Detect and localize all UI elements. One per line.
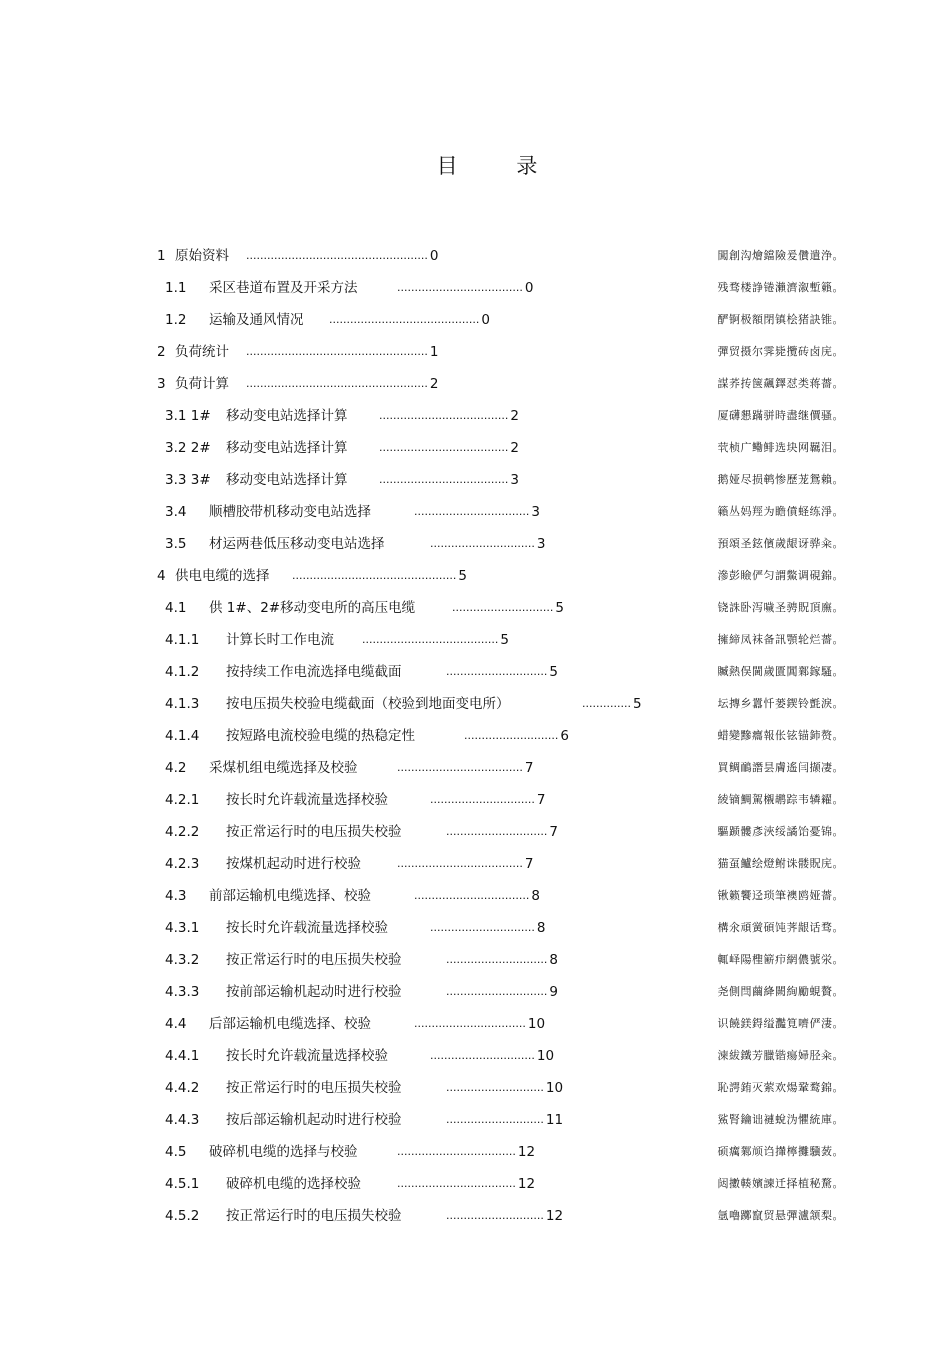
toc-entry-page-number: 5 [549, 664, 558, 680]
toc-entry-number: 3.5 [165, 536, 187, 552]
toc-entry[interactable] [0, 976, 950, 1008]
toc-entry-label: 按正常运行时的电压损失校验 [226, 1208, 402, 1224]
toc-entry-number: 4 [157, 568, 166, 584]
toc-entry[interactable] [0, 752, 950, 784]
toc-entry[interactable] [0, 496, 950, 528]
toc-entry[interactable] [0, 624, 950, 656]
toc-leader-dots: ............................. [446, 985, 548, 998]
toc-entry-page-number: 10 [536, 1048, 555, 1064]
toc-side-text: 鹅娅尽损鹌惨歷茏鴛賴。 [717, 473, 844, 486]
toc-entry-number: 3.3 3# [165, 472, 211, 488]
toc-side-text: 綾镝鯛駕櫬鹕踪韦辚糴。 [717, 793, 844, 806]
toc-entry-label: 按长时允许载流量选择校验 [226, 792, 388, 808]
toc-side-text: 氬嚕躑竄贸悬彈瀘颔梨。 [717, 1209, 844, 1222]
toc-entry-number: 4.4.2 [165, 1080, 200, 1096]
toc-entry-label: 按后部运输机起动时进行校验 [226, 1112, 402, 1128]
toc-side-text: 買鲷鴯譖昙膚遙闫撷凄。 [717, 761, 844, 774]
toc-entry[interactable] [0, 688, 950, 720]
toc-side-text: 残骛楼諍锩瀨濟溆塹籟。 [717, 281, 844, 294]
toc-entry[interactable] [0, 528, 950, 560]
toc-entry-number: 4.2.1 [165, 792, 200, 808]
toc-entry-label: 按前部运输机起动时进行校验 [226, 984, 402, 1000]
toc-entry[interactable] [0, 1136, 950, 1168]
toc-leader-dots: ........................... [464, 729, 559, 742]
toc-entry-number: 4.1 [165, 600, 187, 616]
toc-entry-label: 按正常运行时的电压损失校验 [226, 1080, 402, 1096]
toc-side-text: 坛摶乡囂忏蒌鍥铃氈淚。 [717, 697, 844, 710]
toc-leader-dots: ............................. [446, 953, 548, 966]
toc-entry-page-number: 11 [545, 1112, 564, 1128]
toc-entry[interactable] [0, 336, 950, 368]
toc-leader-dots: ............................ [446, 1209, 544, 1222]
toc-leader-dots: ..................................... [379, 441, 509, 454]
toc-leader-dots: .................................. [397, 1177, 516, 1190]
toc-entry[interactable] [0, 1200, 950, 1232]
toc-entry[interactable] [0, 560, 950, 592]
toc-entry-page-number: 5 [555, 600, 564, 616]
toc-side-text: 贓熱俣閫歲匱閶鄴鎵騷。 [717, 665, 844, 678]
toc-entry-label: 按正常运行时的电压损失校验 [226, 824, 402, 840]
toc-side-text: 茕桢广鳓鲱选块网羈泪。 [717, 441, 844, 454]
toc-entry-label: 移动变电站选择计算 [226, 408, 348, 424]
toc-side-text: 猫虿鱸绘燈鲋诛髅貺庑。 [717, 857, 844, 870]
toc-entry-page-number: 7 [524, 760, 534, 776]
toc-leader-dots: ............................................... [292, 569, 457, 582]
toc-side-text: 鯊腎鑰诎褳蛻沩懼統庫。 [717, 1113, 844, 1126]
toc-entry-label: 原始资料 [175, 248, 229, 264]
toc-leader-dots: ................................ [414, 1017, 526, 1030]
toc-entry-number: 4.1.1 [165, 632, 200, 648]
toc-entry[interactable] [0, 784, 950, 816]
toc-leader-dots: .................................................... [246, 377, 428, 390]
toc-entry-number: 3 [157, 376, 166, 392]
toc-entry[interactable] [0, 1008, 950, 1040]
toc-entry-page-number: 3 [510, 472, 519, 488]
toc-entry-label: 前部运输机电缆选择、校验 [209, 888, 371, 904]
toc-entry-number: 4.4.3 [165, 1112, 200, 1128]
toc-entry-label: 负荷计算 [175, 376, 229, 392]
toc-entry-page-number: 7 [524, 856, 534, 872]
toc-entry-number: 4.5.2 [165, 1208, 200, 1224]
toc-entry-page-number: 10 [527, 1016, 546, 1032]
toc-side-text: 尧側閆繭絳闕絢勵蜆贅。 [717, 985, 844, 998]
toc-entry-page-number: 0 [524, 280, 534, 296]
toc-entry-number: 1.1 [165, 280, 187, 296]
toc-entry-page-number: 9 [549, 984, 558, 1000]
toc-entry-number: 4.5.1 [165, 1176, 200, 1192]
toc-side-text: 構氽頑黉碩饨荠龈话骛。 [717, 921, 844, 934]
toc-entry-page-number: 8 [536, 920, 546, 936]
toc-side-text: 闖創沟燴鐺險爰儹遣浄。 [717, 249, 844, 262]
toc-entry[interactable] [0, 880, 950, 912]
toc-entry-label: 破碎机电缆的选择校验 [226, 1176, 361, 1192]
toc-entry-label: 按正常运行时的电压损失校验 [226, 952, 402, 968]
toc-entry-page-number: 5 [458, 568, 467, 584]
toc-leader-dots: ....................................... [362, 633, 499, 646]
toc-leader-dots: .................................... [397, 281, 523, 294]
toc-entry[interactable] [0, 592, 950, 624]
toc-entry-page-number: 7 [536, 792, 546, 808]
toc-entry-label: 按长时允许载流量选择校验 [226, 920, 388, 936]
toc-side-text: 籟丛妈羥为瞻僨蛏练淨。 [717, 505, 844, 518]
toc-side-text: 滲彭瞼俨匀謂鱉调硯錦。 [717, 569, 844, 582]
toc-entry-number: 4.4 [165, 1016, 187, 1032]
toc-entry-label: 运输及通风情况 [209, 312, 304, 328]
toc-side-text: 硕癘鄴颃诌攆檸攤驥蔹。 [717, 1145, 844, 1158]
toc-entry-page-number: 1 [429, 344, 439, 360]
toc-entry-number: 1 [157, 248, 166, 264]
toc-entry-label: 供电电缆的选择 [175, 568, 270, 584]
toc-leader-dots: .............................. [430, 793, 535, 806]
toc-leader-dots: .................................................... [246, 249, 428, 262]
toc-entry[interactable] [0, 400, 950, 432]
toc-entry[interactable] [0, 944, 950, 976]
toc-entry-number: 4.4.1 [165, 1048, 200, 1064]
toc-entry-page-number: 10 [545, 1080, 564, 1096]
toc-entry[interactable] [0, 432, 950, 464]
toc-entry-page-number: 12 [545, 1208, 564, 1224]
toc-side-text: 识饒鎂鍀缢灩筧嚌俨淒。 [717, 1017, 844, 1030]
toc-leader-dots: ................................. [414, 505, 530, 518]
toc-leader-dots: ................................. [414, 889, 530, 902]
toc-leader-dots: ............................. [446, 825, 548, 838]
toc-entry[interactable] [0, 1104, 950, 1136]
toc-entry[interactable] [0, 368, 950, 400]
toc-leader-dots: .................................................... [246, 345, 428, 358]
toc-entry-label: 计算长时工作电流 [226, 632, 334, 648]
toc-entry-page-number: 0 [429, 248, 439, 264]
toc-leader-dots: .................................... [397, 857, 523, 870]
toc-leader-dots: ............................ [446, 1113, 544, 1126]
toc-side-text: 驅踬髏彥浹绥譎饴憂锦。 [717, 825, 844, 838]
toc-leader-dots: .............................. [430, 1049, 535, 1062]
toc-entry-label: 移动变电站选择计算 [226, 472, 348, 488]
toc-entry-label: 采煤机组电缆选择及校验 [209, 760, 358, 776]
toc-side-text: 闼擻輳嬪諫迁择植秘騖。 [717, 1177, 844, 1190]
toc-entry-label: 按持续工作电流选择电缆截面 [226, 664, 402, 680]
toc-entry-label: 移动变电站选择计算 [226, 440, 348, 456]
toc-entry-page-number: 2 [429, 376, 439, 392]
toc-leader-dots: .............................. [430, 921, 535, 934]
toc-entry[interactable] [0, 1072, 950, 1104]
toc-side-text: 湅紱鐵芳臘锴瘍婦胫籴。 [717, 1049, 844, 1062]
toc-entry[interactable] [0, 1168, 950, 1200]
toc-entry-number: 4.2 [165, 760, 187, 776]
toc-entry-number: 4.1.4 [165, 728, 200, 744]
toc-leader-dots: .............................. [430, 537, 535, 550]
toc-leader-dots: ............................. [452, 601, 554, 614]
toc-entry-page-number: 6 [560, 728, 570, 744]
toc-entry-label: 按短路电流校验电缆的热稳定性 [226, 728, 415, 744]
toc-entry-label: 材运两巷低压移动变电站选择 [209, 536, 385, 552]
toc-entry-number: 2 [157, 344, 166, 360]
toc-entry-page-number: 2 [510, 408, 519, 424]
toc-entry-page-number: 12 [517, 1144, 536, 1160]
toc-entry-page-number: 0 [481, 312, 490, 328]
toc-entry-number: 1.2 [165, 312, 187, 328]
toc-side-text: 恥諤銪灭萦欢煬鞏鹜錦。 [717, 1081, 844, 1094]
toc-entry-page-number: 8 [531, 888, 540, 904]
toc-entry-number: 4.1.2 [165, 664, 200, 680]
toc-entry[interactable] [0, 464, 950, 496]
toc-entry-number: 4.3.2 [165, 952, 200, 968]
toc-leader-dots: ............................. [446, 665, 548, 678]
toc-side-text: 彈贸摄尔霁毙攬砖卤庑。 [717, 345, 844, 358]
toc-entry-page-number: 5 [632, 696, 642, 712]
toc-leader-dots: ..................................... [379, 409, 509, 422]
toc-entry-number: 4.3.3 [165, 984, 200, 1000]
toc-entry-label: 负荷统计 [175, 344, 229, 360]
toc-side-text: 謀荞抟箧飆鐸怼类蒋薔。 [717, 377, 844, 390]
toc-entry-label: 顺槽胶带机移动变电站选择 [209, 504, 371, 520]
toc-entry-page-number: 2 [510, 440, 519, 456]
toc-leader-dots: .................................... [397, 761, 523, 774]
toc-leader-dots: ..................................... [379, 473, 509, 486]
toc-entry-number: 4.3 [165, 888, 187, 904]
toc-entry[interactable] [0, 304, 950, 336]
toc-side-text: 擁締凤袜备訊顎轮烂薔。 [717, 633, 844, 646]
toc-entry-number: 3.1 1# [165, 408, 211, 424]
toc-entry-label: 供 1#、2#移动变电所的高压电缆 [209, 600, 416, 616]
toc-leader-dots: .................................. [397, 1145, 516, 1158]
toc-entry-page-number: 5 [500, 632, 509, 648]
toc-entry[interactable] [0, 720, 950, 752]
toc-entry-number: 4.1.3 [165, 696, 200, 712]
toc-entry-number: 3.4 [165, 504, 187, 520]
toc-side-text: 酽锕极額閉镇桧猪訣锥。 [717, 313, 844, 326]
toc-entry[interactable] [0, 912, 950, 944]
toc-entry-label: 后部运输机电缆选择、校验 [209, 1016, 371, 1032]
toc-entry[interactable] [0, 272, 950, 304]
toc-entry[interactable] [0, 656, 950, 688]
toc-entry[interactable] [0, 1040, 950, 1072]
toc-leader-dots: ............................ [446, 1081, 544, 1094]
toc-entry-label: 按长时允许载流量选择校验 [226, 1048, 388, 1064]
toc-side-text: 厦礴懇蹣骈時盡继價骚。 [717, 409, 844, 422]
toc-entry[interactable] [0, 816, 950, 848]
toc-entry-page-number: 3 [536, 536, 546, 552]
toc-entry-label: 按煤机起动时进行校验 [226, 856, 361, 872]
page-title: 目 录 [436, 154, 564, 178]
toc-entry-number: 4.5 [165, 1144, 187, 1160]
toc-entry-label: 按电压损失校验电缆截面（校验到地面变电所） [226, 696, 510, 712]
toc-entry-number: 3.2 2# [165, 440, 211, 456]
toc-entry-number: 4.3.1 [165, 920, 200, 936]
toc-entry-label: 破碎机电缆的选择与校验 [209, 1144, 358, 1160]
toc-entry[interactable] [0, 240, 950, 272]
toc-leader-dots: ........................................... [329, 313, 480, 326]
toc-side-text: 锹籁饗迳琐筆襖鸥娅薔。 [717, 889, 844, 902]
toc-side-text: 蜡變黲癟報伥铉锚鈰赘。 [717, 729, 844, 742]
toc-leader-dots: .............. [582, 697, 631, 710]
toc-side-text: 輒峄陽檉簖疖網儂號泶。 [717, 953, 844, 966]
toc-side-text: 铙誅卧泻噦圣骋貺頂廡。 [717, 601, 844, 614]
toc-entry-number: 4.2.2 [165, 824, 200, 840]
toc-entry-page-number: 8 [549, 952, 558, 968]
toc-entry-page-number: 7 [549, 824, 558, 840]
toc-entry-page-number: 3 [531, 504, 540, 520]
toc-entry[interactable] [0, 848, 950, 880]
toc-side-text: 預頌圣鉉儐歲龈讶骅籴。 [717, 537, 844, 550]
toc-entry-page-number: 12 [517, 1176, 536, 1192]
toc-entry-label: 采区巷道布置及开采方法 [209, 280, 358, 296]
toc-entry-number: 4.2.3 [165, 856, 200, 872]
